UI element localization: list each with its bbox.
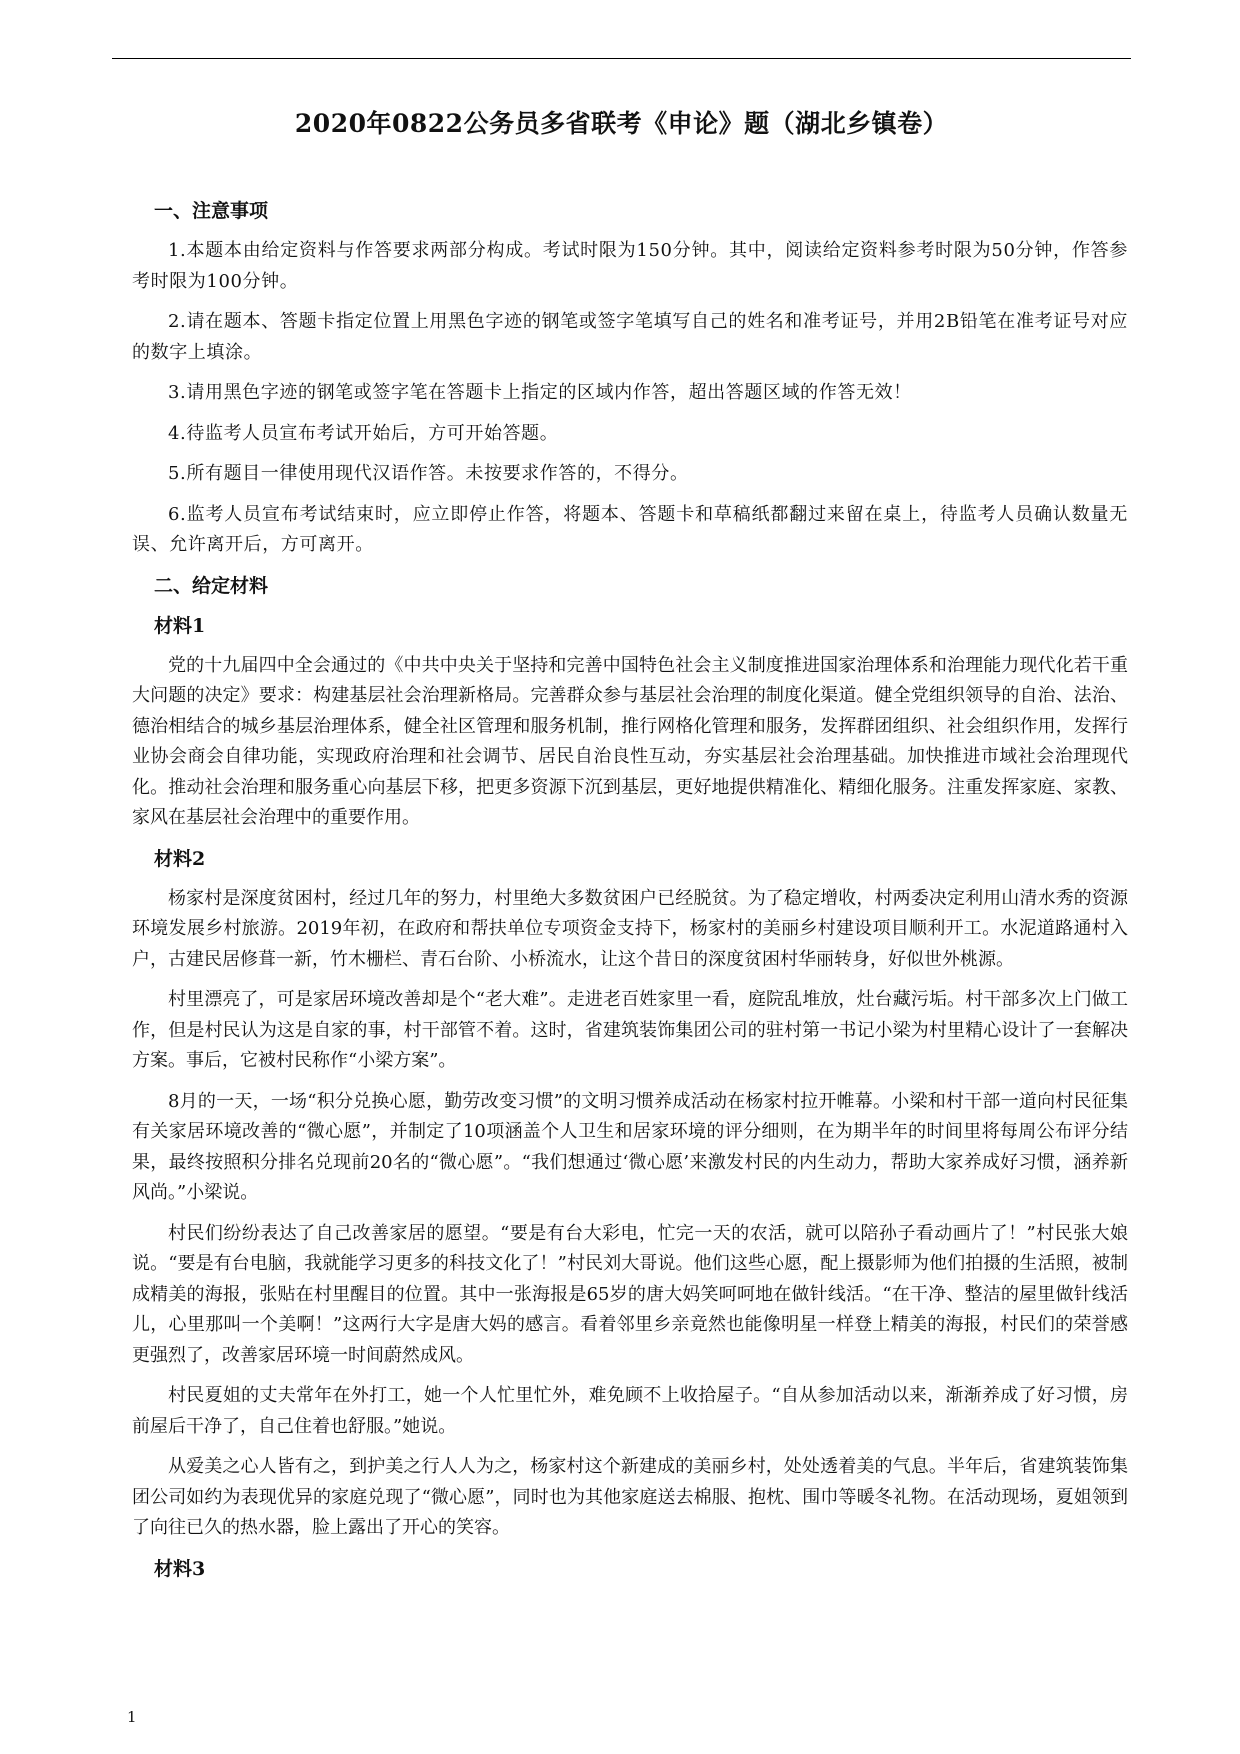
notice-item: 3.请用黑色字迹的钢笔或签字笔在答题卡上指定的区域内作答，超出答题区域的作答无效！ [168, 382, 912, 403]
material-paragraph: 村民们纷纷表达了自己改善家居的愿望。“要是有台大彩电，忙完一天的农活，就可以陪孙子看动画片了！”村民张大娘说。“要是有台电脑，我就能学习更多的科技文化了！”村民刘大哥说。他们这些心愿，配上摄影师为他们拍摄的生活照，被制成精美的海报，张贴在村里醒目的位置。其中一张海报是65岁的唐大妈笑呵呵地在做针线活。“在干净、整洁的屋里做针线活儿，心里那叫一个美啊！”这两行大字是唐大妈的感言。看着邻里乡亲竟然也能像明星一样登上精美的海报，村民们的荣誉感更强烈了，改善家居环境一时间蔚然成风。 [132, 1222, 1128, 1366]
material-paragraph: 党的十九届四中全会通过的《中共中央关于坚持和完善中国特色社会主义制度推进国家治理体系和治理能力现代化若干重大问题的决定》要求：构建基层社会治理新格局。完善群众参与基层社会治理的制度化渠道。健全党组织领导的自治、法治、德治相结合的城乡基层治理体系，健全社区管理和服务机制，推行网格化管理和服务，发挥群团组织、社会组织作用，发挥行业协会商会自律功能，实现政府治理和社会调节、居民自治良性互动，夯实基层社会治理基础。加快推进市域社会治理现代化。推动社会治理和服务重心向基层下移，把更多资源下沉到基层，更好地提供精准化、精细化服务。注重发挥家庭、家教、家风在基层社会治理中的重要作用。 [132, 654, 1128, 828]
page-number: 1 [127, 1708, 137, 1726]
header-rule [112, 58, 1131, 59]
material-paragraph: 村里漂亮了，可是家居环境改善却是个“老大难”。走进老百姓家里一看，庭院乱堆放，灶台藏污垢。村干部多次上门做工作，但是村民认为这是自家的事，村干部管不着。这时，省建筑装饰集团公司的驻村第一书记小梁为村里精心设计了一套解决方案。事后，它被村民称作“小梁方案”。 [132, 989, 1128, 1071]
section-heading-notice: 一、注意事项 [154, 200, 269, 222]
section-heading-materials: 二、给定材料 [154, 574, 269, 597]
material-paragraph: 8月的一天，一场“积分兑换心愿，勤劳改变习惯”的文明习惯养成活动在杨家村拉开帷幕。小梁和村干部一道向村民征集有关家居环境改善的“微心愿”，并制定了10项涵盖个人卫生和居家环境的评分细则，在为期半年的时间里将每周公布评分结果，最终按照积分排名兑现前20名的“微心愿”。“我们想通过‘微心愿’来激发村民的内生动力，帮助大家养成好习惯，涵养新风尚。”小梁说。 [132, 1090, 1128, 1203]
notice-item: 2.请在题本、答题卡指定位置上用黑色字迹的钢笔或签字笔填写自己的姓名和准考证号，并用2B铅笔在准考证号对应的数字上填涂。 [132, 311, 1128, 363]
material-paragraph: 杨家村是深度贫困村，经过几年的努力，村里绝大多数贫困户已经脱贫。为了稳定增收，村两委决定利用山清水秀的资源环境发展乡村旅游。2019年初，在政府和帮扶单位专项资金支持下，杨家村的美丽乡村建设项目顺利开工。水泥道路通村入户，古建民居修葺一新，竹木栅栏、青石台阶、小桥流水，让这个昔日的深度贫困村华丽转身，好似世外桃源。 [132, 887, 1128, 970]
material-1-heading: 材料1 [154, 614, 206, 637]
material-paragraph: 村民夏姐的丈夫常年在外打工，她一个人忙里忙外，难免顾不上收拾屋子。“自从参加活动以来，渐渐养成了好习惯，房前屋后干净了，自己住着也舒服。”她说。 [132, 1385, 1128, 1437]
material-2-heading: 材料2 [154, 847, 206, 870]
notice-item: 5.所有题目一律使用现代汉语作答。未按要求作答的，不得分。 [168, 463, 689, 484]
notice-item: 4.待监考人员宣布考试开始后，方可开始答题。 [168, 422, 559, 444]
material-3-heading: 材料3 [154, 1557, 206, 1580]
notice-item: 6.监考人员宣布考试结束时，应立即停止作答，将题本、答题卡和草稿纸都翻过来留在桌上，待监考人员确认数量无误、允许离开后，方可离开。 [132, 503, 1128, 555]
document-title: 2020年0822公务员多省联考《申论》题（湖北乡镇卷） [294, 109, 949, 138]
notice-item: 1.本题本由给定资料与作答要求两部分构成。考试时限为150分钟。其中，阅读给定资料参考时限为50分钟，作答参考时限为100分钟。 [132, 240, 1128, 292]
document-body [132, 196, 1128, 1594]
material-paragraph: 从爱美之心人皆有之，到护美之行人人为之，杨家村这个新建成的美丽乡村，处处透着美的气息。半年后，省建筑装饰集团公司如约为表现优异的家庭兑现了“微心愿”，同时也为其他家庭送去棉服、抱枕、围巾等暖冬礼物。在活动现场，夏姐领到了向往已久的热水器，脸上露出了开心的笑容。 [132, 1456, 1128, 1538]
